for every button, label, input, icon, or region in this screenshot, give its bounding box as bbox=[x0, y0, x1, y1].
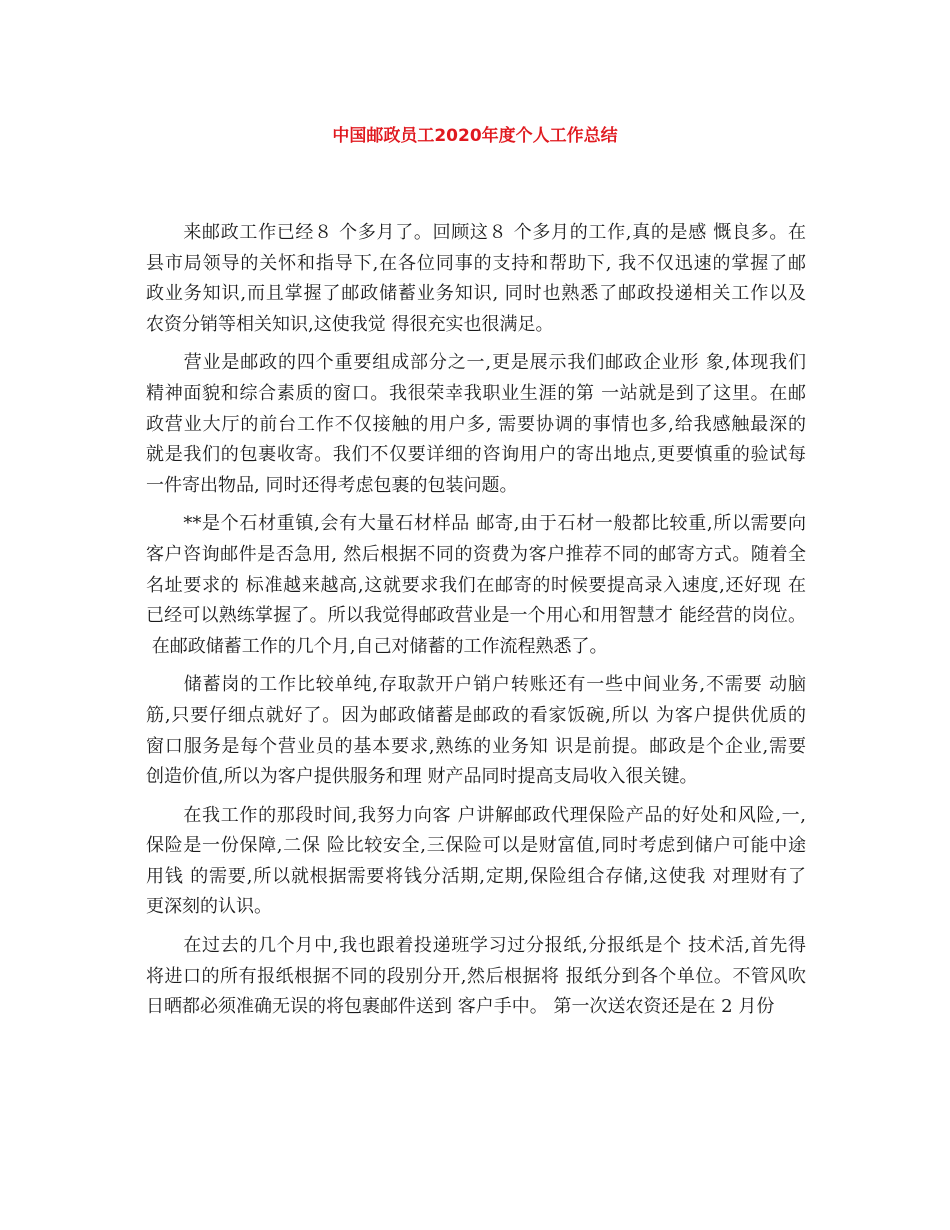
paragraph-line: 更深刻的认识。 bbox=[146, 896, 272, 918]
paragraph-line: 窗口服务是每个营业员的基本要求,熟练的业务知 识是前提。邮政是个企业,需要 bbox=[146, 735, 806, 757]
paragraph bbox=[146, 670, 806, 792]
paragraph bbox=[146, 801, 806, 923]
page-title: 中国邮政员工2020年度个人工作总结 bbox=[332, 126, 618, 146]
paragraph-line: 政营业大厅的前台工作不仅接触的用户多, 需要协调的事情也多,给我感触最深的 bbox=[146, 413, 806, 435]
paragraph-line: 在过去的几个月中,我也跟着投递班学习过分报纸,分报纸是个 技术活,首先得 bbox=[146, 935, 806, 957]
paragraph-line: 日晒都必须准确无误的将包裹邮件送到 客户手中。 第一次送农资还是在 2 月份 bbox=[146, 996, 775, 1018]
paragraph-line: 储蓄岗的工作比较单纯,存取款开户销户转账还有一些中间业务,不需要 动脑 bbox=[146, 674, 806, 696]
paragraph-line: 县市局领导的关怀和指导下,在各位同事的支持和帮助下, 我不仅迅速的掌握了邮 bbox=[146, 252, 806, 274]
paragraph-line: 保险是一份保障,二保 险比较安全,三保险可以是财富值,同时考虑到储户可能中途 bbox=[146, 835, 806, 857]
paragraph-line: 在我工作的那段时间,我努力向客 户讲解邮政代理保险产品的好处和风险,一, bbox=[146, 804, 806, 826]
paragraph-line: 来邮政工作已经８ 个多月了。回顾这８ 个多月的工作,真的是感 慨良多。在 bbox=[146, 222, 806, 243]
paragraph bbox=[146, 931, 806, 1023]
paragraph-line: 就是我们的包裹收寄。我们不仅要详细的咨询用户的寄出地点,更要慎重的验试每 bbox=[146, 444, 806, 466]
paragraph-line: 将进口的所有报纸根据不同的段别分开,然后根据将 报纸分到各个单位。不管风吹 bbox=[146, 965, 806, 987]
paragraph-line: 创造价值,所以为客户提供服务和理 财产品同时提高支局收入很关键。 bbox=[146, 766, 698, 788]
paragraph-line: **是个石材重镇,会有大量石材样品 邮寄,由于石材一般都比较重,所以需要向 bbox=[146, 513, 806, 535]
paragraph-line: 客户咨询邮件是否急用, 然后根据不同的资费为客户推荐不同的邮寄方式。随着全 bbox=[146, 543, 806, 565]
document-body bbox=[146, 218, 806, 1023]
paragraph-line: 一件寄出物品, 同时还得考虑包裹的包装问题。 bbox=[146, 474, 518, 496]
paragraph-line: 已经可以熟练掌握了。所以我觉得邮政营业是一个用心和用智慧才 能经营的岗位。 bbox=[146, 605, 806, 627]
paragraph-line: 政业务知识,而且掌握了邮政储蓄业务知识, 同时也熟悉了邮政投递相关工作以及 bbox=[146, 283, 806, 305]
paragraph bbox=[146, 509, 806, 662]
paragraph-line: 用钱 的需要,所以就根据需要将钱分活期,定期,保险组合存储,这使我 对理财有了 bbox=[146, 865, 806, 887]
paragraph bbox=[146, 218, 806, 340]
paragraph-line: 精神面貌和综合素质的窗口。我很荣幸我职业生涯的第 一站就是到了这里。在邮 bbox=[146, 382, 806, 404]
paragraph-line: 名址要求的 标准越来越高,这就要求我们在邮寄的时候要提高录入速度,还好现 在 bbox=[146, 574, 806, 596]
paragraph-line: 筋,只要仔细点就好了。因为邮政储蓄是邮政的看家饭碗,所以 为客户提供优质的 bbox=[146, 704, 806, 726]
paragraph-line: 在邮政储蓄工作的几个月,自己对储蓄的工作流程熟悉了。 bbox=[146, 635, 608, 657]
paragraph bbox=[146, 348, 806, 501]
paragraph-line: 营业是邮政的四个重要组成部分之一,更是展示我们邮政企业形 象,体现我们 bbox=[146, 352, 806, 374]
paragraph-line: 农资分销等相关知识,这使我觉 得很充实也很满足。 bbox=[146, 313, 554, 335]
